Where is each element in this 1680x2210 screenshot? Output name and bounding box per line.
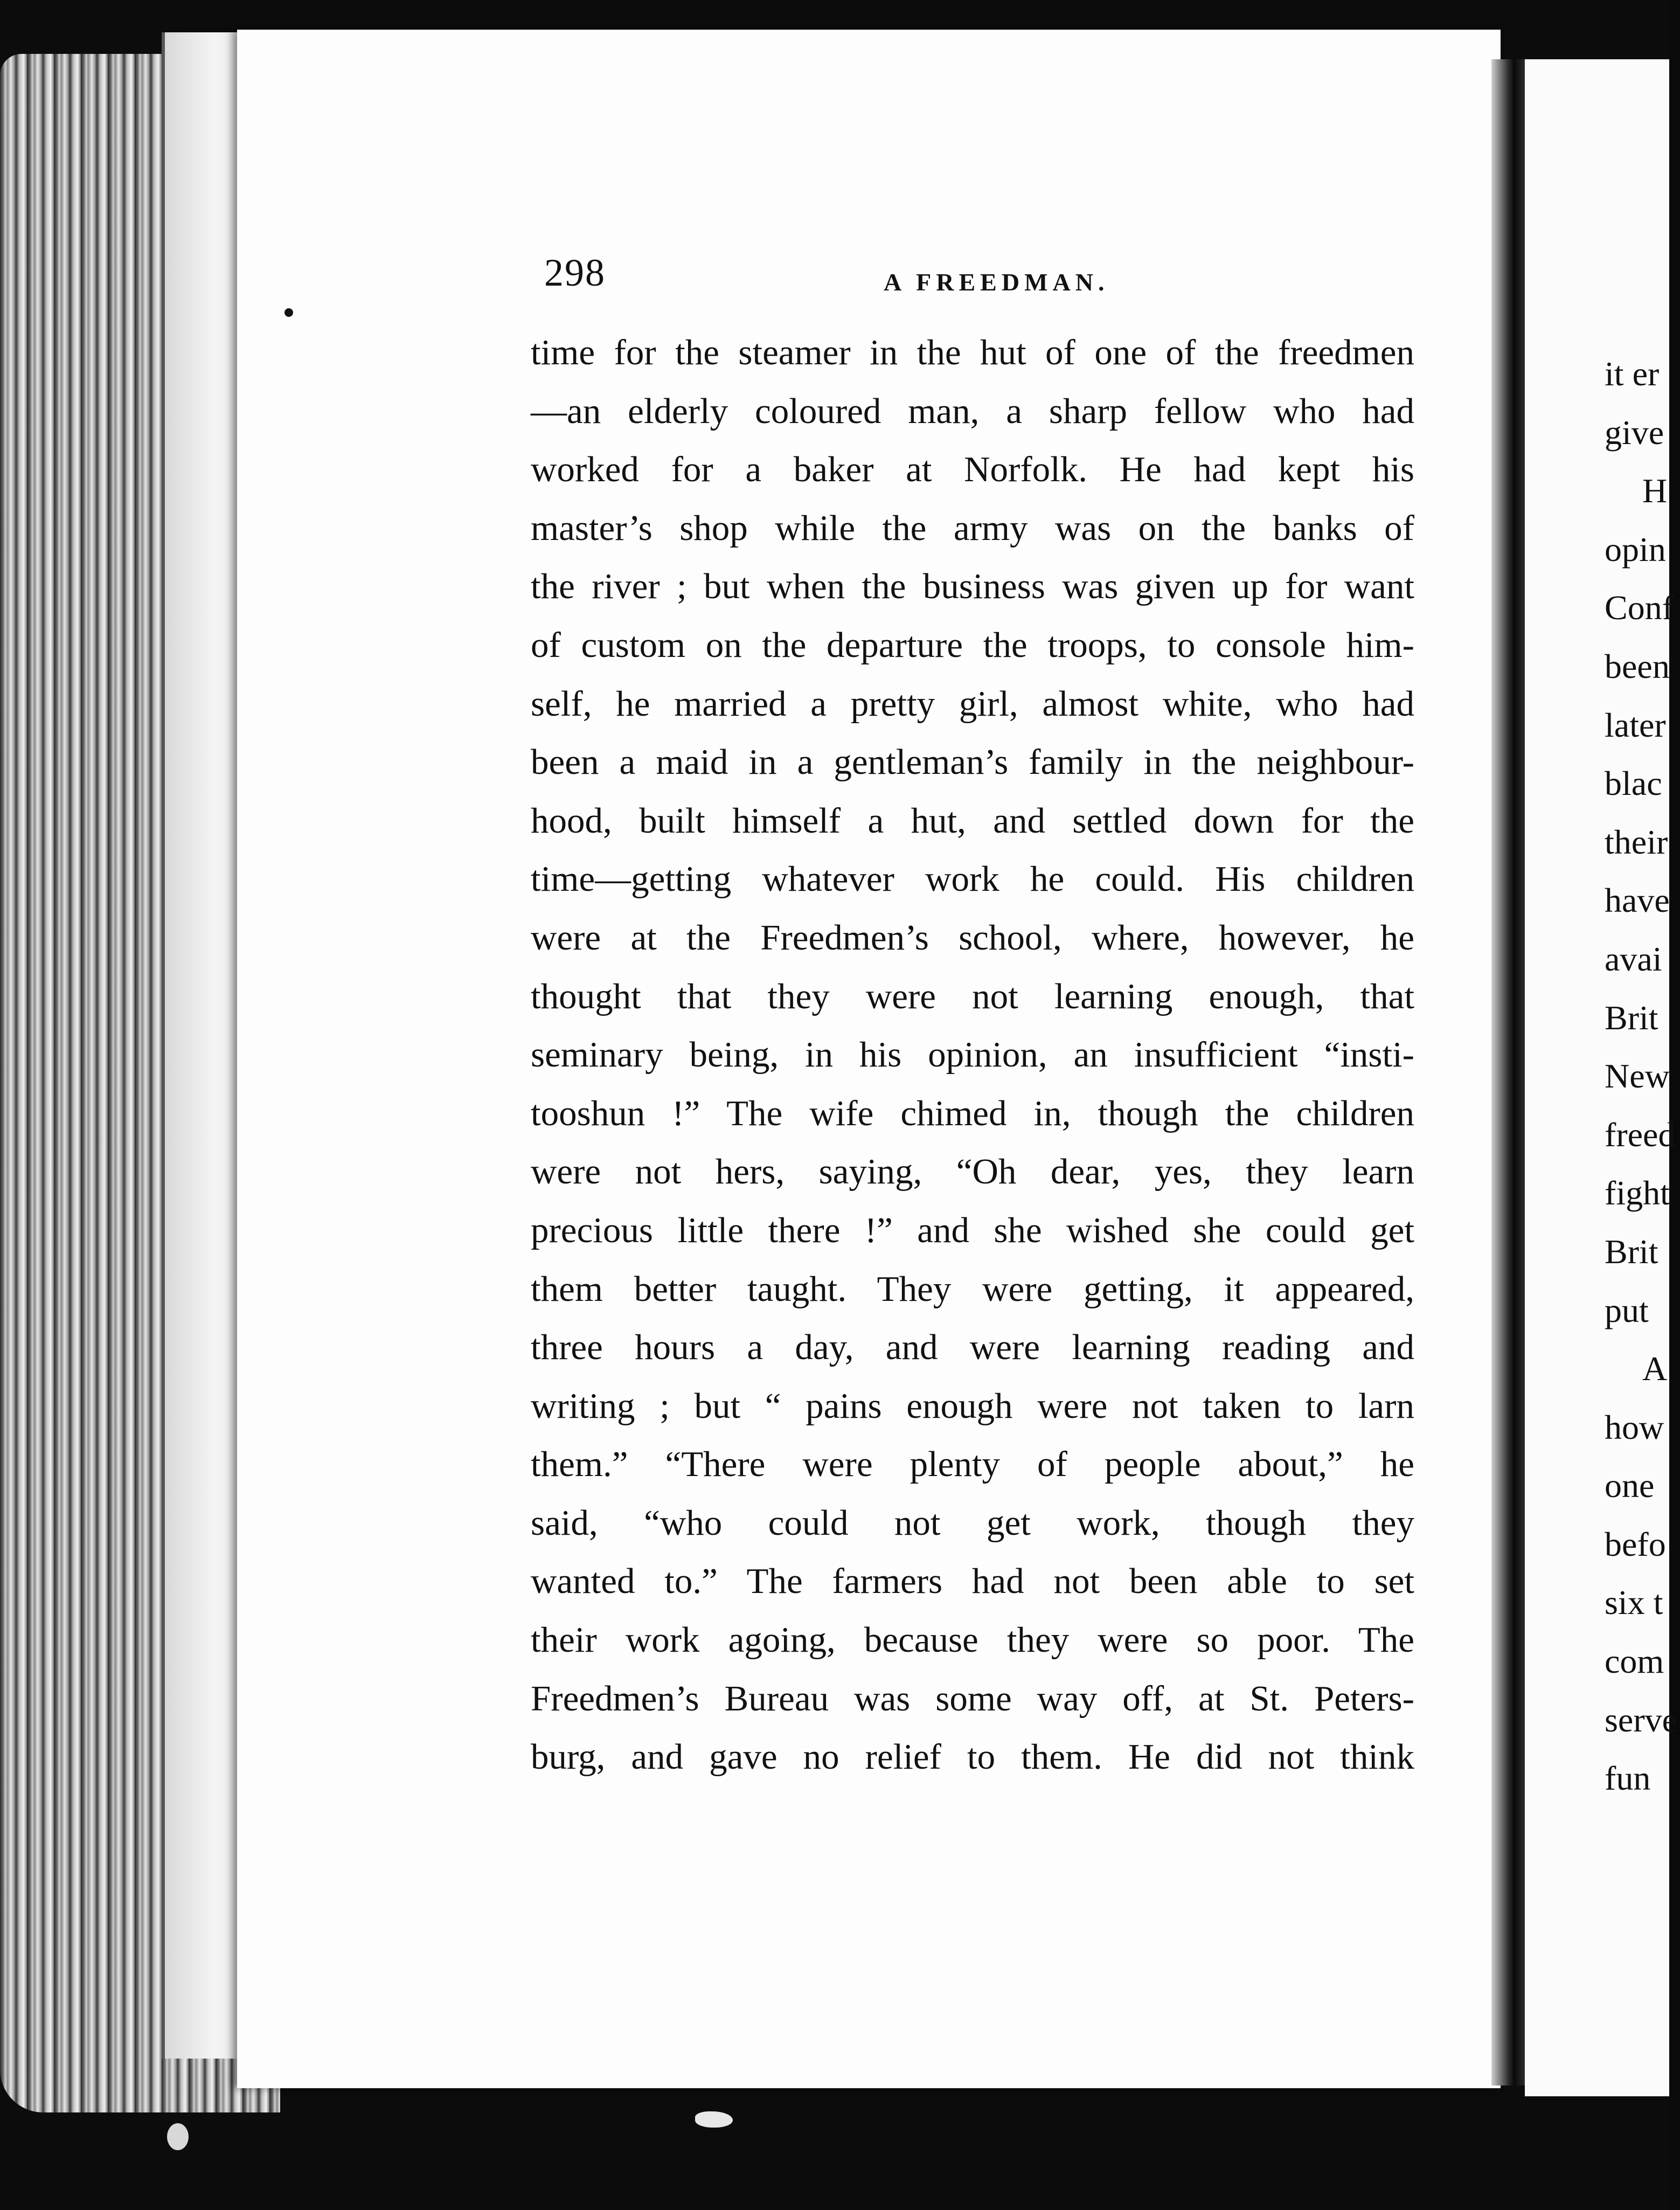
text-line: Freedmen’s Bureau was some way off, at St. Peters- — [531, 1678, 1414, 1719]
right-page-line: their — [1605, 822, 1668, 861]
right-page-line: A — [1642, 1349, 1668, 1388]
scan-blot — [695, 2111, 733, 2128]
text-line: them.” “There were plenty of people about,” he — [531, 1444, 1414, 1485]
text-line: hood, built himself a hut, and settled down for the — [531, 800, 1414, 841]
right-page-line: later — [1605, 705, 1666, 744]
right-page-line: fight — [1605, 1174, 1670, 1213]
text-line: were at the Freedmen’s school, where, however, he — [531, 917, 1414, 958]
right-page-line: befo — [1605, 1525, 1666, 1563]
page-header — [544, 251, 1428, 299]
right-page-line: been — [1605, 647, 1670, 685]
book-gutter — [1491, 59, 1529, 2086]
right-page-line: serve — [1605, 1700, 1678, 1739]
text-line: been a maid in a gentleman’s family in the neighbour- — [531, 742, 1414, 782]
right-page-line: one — [1605, 1466, 1655, 1505]
text-line: burg, and gave no relief to them. He did not think — [531, 1737, 1414, 1777]
text-line: wanted to.” The farmers had not been able to set — [531, 1561, 1414, 1602]
scan-blot — [167, 2123, 189, 2150]
text-line: their work agoing, because they were so poor. The — [531, 1620, 1414, 1660]
right-page-line: avai — [1605, 939, 1662, 978]
right-page-line: com — [1605, 1642, 1664, 1681]
text-line: seminary being, in his opinion, an insufficient “insti- — [531, 1035, 1414, 1075]
right-page-line: Conf — [1605, 588, 1674, 627]
right-page-line: New — [1605, 1057, 1670, 1096]
text-line: them better taught. They were getting, it appeared, — [531, 1269, 1414, 1309]
text-line: said, “who could not get work, though they — [531, 1502, 1414, 1543]
text-line: time for the steamer in the hut of one of the freedmen — [531, 332, 1414, 372]
running-head: A FREEDMAN. — [884, 268, 1109, 296]
right-page-line: Brit — [1605, 1232, 1658, 1271]
text-line: three hours a day, and were learning reading and — [531, 1327, 1414, 1368]
text-line: —an elderly coloured man, a sharp fellow who had — [531, 391, 1414, 431]
right-page-line: H — [1642, 472, 1668, 510]
text-line: time—getting whatever work he could. His children — [531, 859, 1414, 899]
right-page-line: blac — [1605, 764, 1662, 803]
text-line: thought that they were not learning enough, that — [531, 976, 1414, 1016]
right-page-line: have — [1605, 881, 1670, 920]
page-number: 298 — [544, 251, 606, 294]
text-line: writing ; but “ pains enough were not taken to larn — [531, 1385, 1414, 1426]
right-page-line: how — [1605, 1408, 1664, 1446]
right-page-line: put — [1605, 1291, 1649, 1329]
right-page-line: fun — [1605, 1759, 1651, 1798]
text-line: the river ; but when the business was given up for want — [531, 566, 1414, 607]
text-line: tooshun !” The wife chimed in, though the children — [531, 1093, 1414, 1133]
text-line: were not hers, saying, “Oh dear, yes, they learn — [531, 1152, 1414, 1192]
text-line: precious little there !” and she wished she could get — [531, 1210, 1414, 1250]
right-page-text — [1605, 345, 1680, 1808]
text-line: worked for a baker at Norfolk. He had kept his — [531, 449, 1414, 490]
right-page-line: freed — [1605, 1115, 1676, 1154]
body-text — [531, 323, 1414, 1786]
right-page-line: Brit — [1605, 998, 1658, 1037]
right-page-line: opin — [1605, 530, 1666, 569]
text-line: self, he married a pretty girl, almost white, who had — [531, 683, 1414, 724]
right-page-line: give — [1605, 413, 1664, 452]
right-page-line: it er — [1605, 355, 1660, 393]
text-line: master’s shop while the army was on the banks of — [531, 508, 1414, 548]
ink-speck — [284, 308, 293, 317]
right-page-line: six t — [1605, 1583, 1663, 1622]
text-line: of custom on the departure the troops, to console him- — [531, 625, 1414, 665]
